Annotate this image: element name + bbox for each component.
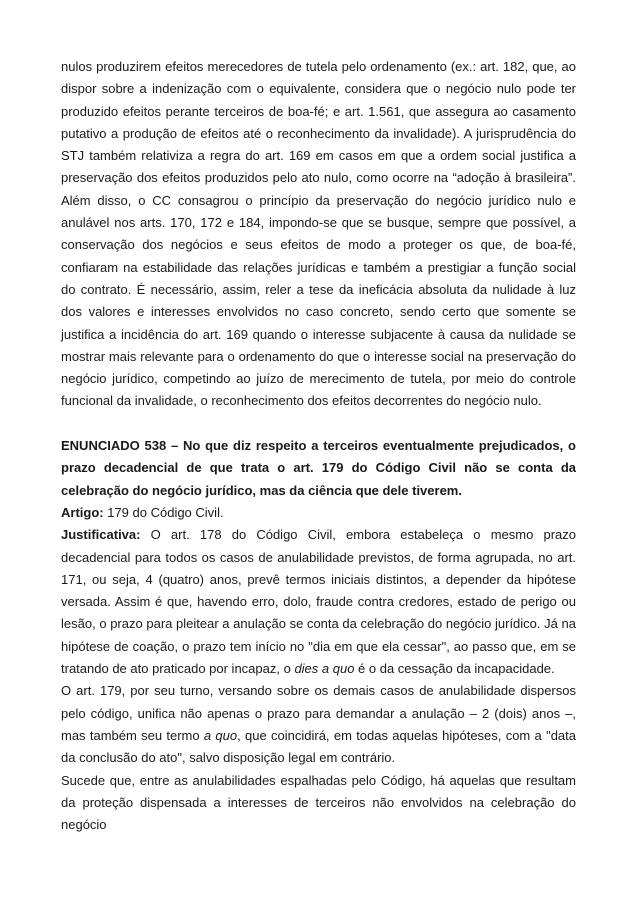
art179-text-1: O art. 179, por seu turno, versando sobre os demais casos de anulabilidade dispersos pelo código, unifica não apenas o prazo para demandar a anulação – 2 (dois) anos –, mas também seu termo bbox=[61, 683, 576, 743]
artigo-text: 179 do Código Civil. bbox=[103, 504, 224, 520]
justificativa-label: Justificativa: bbox=[61, 527, 141, 543]
justificativa-italic: dies a quo bbox=[294, 661, 355, 677]
artigo-label: Artigo: bbox=[61, 504, 104, 520]
justificativa-paragraph bbox=[61, 524, 576, 680]
artigo-line bbox=[61, 502, 576, 524]
paragraph-sucede: Sucede que, entre as anulabilidades espalhadas pelo Código, há aquelas que resultam da proteção dispensada a interesses de terceiros não envolvidos na celebração do negócio bbox=[61, 772, 576, 833]
justificativa-text-2: é o da cessação da incapacidade. bbox=[354, 661, 555, 677]
art179-italic: a quo bbox=[203, 727, 238, 743]
enunciado-heading: ENUNCIADO 538 – No que diz respeito a terceiros eventualmente prejudicados, o prazo decadencial de que trata o art. 179 do Código Civil não se conta da celebração do negócio jurídico, mas da ciência que dele tiverem. bbox=[61, 438, 576, 498]
paragraph-nulidade: nulos produzirem efeitos merecedores de tutela pelo ordenamento (ex.: art. 182, que, ao dispor sobre a indenização com o equivalente, considera que o negócio nulo pode ter produzido efeitos perante terceiros de boa-fé; e art. 1.561, que assegura ao casamento putativo a produção de efeitos até o reconhecimento da invalidade). A jurisprudência do STJ também relativiza a regra do art. 169 em casos em que a ordem social justifica a preservação dos efeitos produzidos pelo ato nulo, como ocorre na “adoção à brasileira”. Além disso, o CC consagrou o princípio da preservação do negócio jurídico nulo e anulável nos arts. 170, 172 e 184, impondo-se que se busque, sempre que possível, a conservação dos negócios e seus efeitos de modo a proteger os que, de boa-fé, confiaram na estabilidade das relações jurídicas e também a prestigiar a função social do contrato. É necessário, assim, reler a tese da ineficácia absoluta da nulidade à luz dos valores e interesses envolvidos no caso concreto, sendo certo que somente se justifica a incidência do art. 169 quando o interesse subjacente à causa da nulidade se mostrar mais relevante para o ordenamento do que o interesse social na preservação do negócio jurídico, competindo ao juízo de merecimento de tutela, por meio do controle funcional da invalidade, o reconhecimento dos efeitos decorrentes do negócio nulo. bbox=[61, 59, 576, 409]
paragraph-gap bbox=[61, 413, 576, 435]
justificativa-text-1: O art. 178 do Código Civil, embora estabeleça o mesmo prazo decadencial para todos os casos de anulabilidade previstos, de forma agrupada, no art. 171, ou seja, 4 (quatro) anos, prevê termos iniciais distintos, a depender da hipótese versada. Assim é que, havendo erro, dolo, fraude contra credores, estado de perigo ou lesão, o prazo para pleitear a anulação se conta da celebração do negócio jurídico. Já na hipótese de coação, o prazo tem início no "dia em que ela cessar", ao passo que, em se tratando de ato praticado por incapaz, o bbox=[61, 527, 576, 677]
art179-text-2: , que coincidirá, em todas aquelas hipóteses, com a "data da conclusão do ato", salvo disposição legal em contrário. bbox=[61, 727, 576, 766]
document-body bbox=[61, 56, 576, 836]
paragraph-art-179 bbox=[61, 680, 576, 769]
